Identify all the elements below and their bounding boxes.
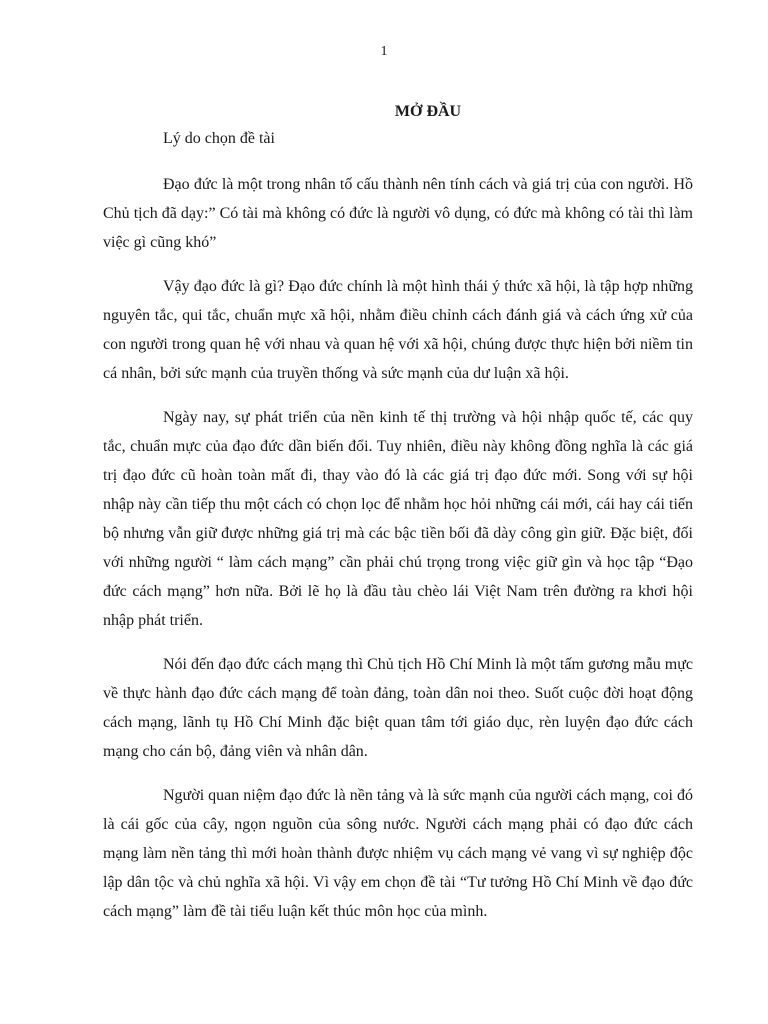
paragraph: Đạo đức là một trong nhân tố cấu thành nên tính cách và giá trị của con người. Hồ Chủ tịch đã dạy:” Có tài mà không có đức là người vô dụng, có đức mà không có tài thì làm việc gì cũng khó” xyxy=(103,176,693,251)
document-body xyxy=(103,170,693,941)
page-number: 1 xyxy=(380,44,388,59)
paragraph: Nói đến đạo đức cách mạng thì Chủ tịch Hồ Chí Minh là một tấm gương mẫu mực về thực hành đạo đức cách mạng để toàn đảng, toàn dân noi theo. Suốt cuộc đời hoạt động cách mạng, lãnh tụ Hồ Chí Minh đặc biệt quan tâm tới giáo dục, rèn luyện đạo đức cách mạng cho cán bộ, đảng viên và nhân dân. xyxy=(103,656,693,760)
paragraph: Vậy đạo đức là gì? Đạo đức chính là một hình thái ý thức xã hội, là tập hợp những nguyên tắc, qui tắc, chuẩn mực xã hội, nhằm điều chỉnh cách đánh giá và cách ứng xử của con người trong quan hệ với nhau và quan hệ với xã hội, chúng được thực hiện bởi niềm tin cá nhân, bởi sức mạnh của truyền thống và sức mạnh của dư luận xã hội. xyxy=(103,278,693,382)
document-title: MỞ ĐẦU xyxy=(394,103,462,120)
paragraph: Người quan niệm đạo đức là nền tảng và là sức mạnh của người cách mạng, coi đó là cái gốc của cây, ngọn nguồn của sông nước. Người cách mạng phải có đạo đức cách mạng làm nền tảng thì mới hoàn thành được nhiệm vụ cách mạng vẻ vang vì sự nghiệp độc lập dân tộc và chủ nghĩa xã hội. Vì vậy em chọn đề tài “Tư tưởng Hồ Chí Minh về đạo đức cách mạng” làm đề tài tiểu luận kết thúc môn học của mình. xyxy=(103,787,693,920)
section-label: Lý do chọn đề tài xyxy=(163,130,275,147)
paragraph: Ngày nay, sự phát triển của nền kinh tế thị trường và hội nhập quốc tế, các quy tắc, chuẩn mực của đạo đức dần biến đổi. Tuy nhiên, điều này không đồng nghĩa là các giá trị đạo đức cũ hoàn toàn mất đi, thay vào đó là các giá trị đạo đức mới. Song với sự hội nhập này cần tiếp thu một cách có chọn lọc để nhằm học hỏi những cái mới, cái hay cái tiến bộ nhưng vẫn giữ được những giá trị mà các bậc tiền bối đã dày công gìn giữ. Đặc biệt, đối với những người “ làm cách mạng” cần phải chú trọng trong việc giữ gìn và học tập “Đạo đức cách mạng” hơn nữa. Bởi lẽ họ là đầu tàu chèo lái Việt Nam trên đường ra khơi hội nhập phát triển. xyxy=(103,409,693,629)
